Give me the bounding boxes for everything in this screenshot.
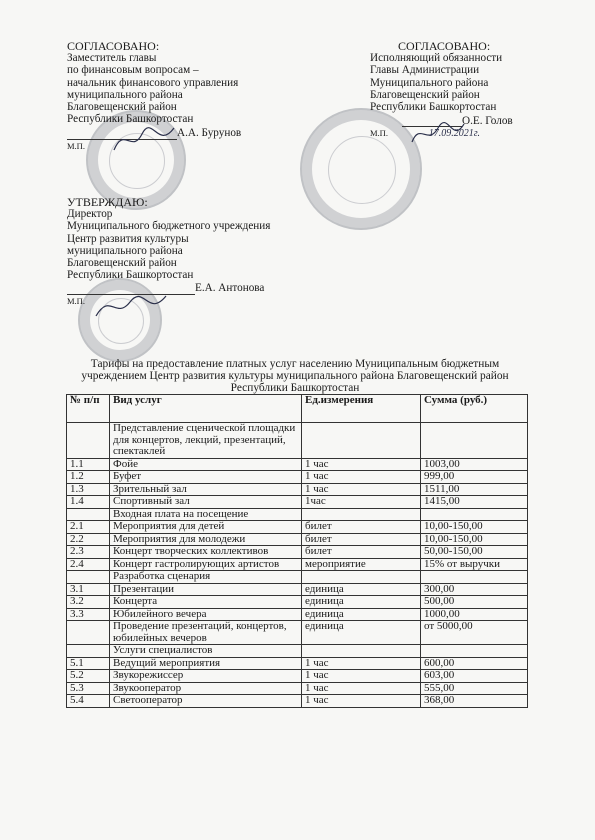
seal-label: М.П. <box>67 140 85 151</box>
cell-number: 2.2 <box>67 533 110 546</box>
cell-sum: 10,00-150,00 <box>421 521 528 534</box>
table-row <box>67 558 528 571</box>
table-row <box>67 521 528 534</box>
approval-line: Центр развития культуры <box>67 232 189 245</box>
cell-sum <box>421 423 528 459</box>
approval-line: начальник финансового управления <box>67 76 239 89</box>
approval-heading: УТВЕРЖДАЮ: <box>67 195 148 209</box>
cell-number: 5.1 <box>67 657 110 670</box>
cell-sum: 1415,00 <box>421 496 528 509</box>
approval-line: Республики Башкортостан <box>370 101 497 114</box>
cell-number: 2.3 <box>67 546 110 559</box>
cell-number: 5.3 <box>67 682 110 695</box>
approval-line: Муниципального бюджетного учреждения <box>67 220 271 233</box>
seal-label: М.П. <box>67 295 85 306</box>
approval-heading: СОГЛАСОВАНО: <box>398 39 491 53</box>
cell-number: 3.3 <box>67 608 110 621</box>
header-number: № п/п <box>67 395 110 423</box>
table-row <box>67 508 528 521</box>
cell-unit: 1час <box>302 496 421 509</box>
cell-unit: 1 час <box>302 471 421 484</box>
cell-number: 2.1 <box>67 521 110 534</box>
cell-sum: 603,00 <box>421 670 528 683</box>
cell-number: 1.2 <box>67 471 110 484</box>
cell-unit: единица <box>302 596 421 609</box>
cell-service: Концерт творческих коллективов <box>110 546 302 559</box>
cell-sum: 1000,00 <box>421 608 528 621</box>
approval-line: муниципального района <box>67 244 183 257</box>
table-row <box>67 483 528 496</box>
signature-scribble-right <box>408 118 468 150</box>
table-row <box>67 682 528 695</box>
cell-unit <box>302 423 421 459</box>
cell-number: 1.4 <box>67 496 110 509</box>
tariff-table <box>66 394 528 708</box>
table-header-row <box>67 395 528 423</box>
cell-unit: 1 час <box>302 682 421 695</box>
table-row <box>67 496 528 509</box>
cell-sum <box>421 645 528 658</box>
cell-service: Концерт гастролирующих артистов <box>110 558 302 571</box>
cell-sum: 368,00 <box>421 695 528 708</box>
cell-unit: единица <box>302 583 421 596</box>
approval-line: Директор <box>67 208 113 221</box>
cell-unit: билет <box>302 533 421 546</box>
cell-service: Юбилейного вечера <box>110 608 302 621</box>
cell-sum: от 5000,00 <box>421 621 528 645</box>
cell-sum: 300,00 <box>421 583 528 596</box>
cell-number: 3.2 <box>67 596 110 609</box>
approval-line: Муниципального района <box>370 76 489 89</box>
table-row <box>67 645 528 658</box>
cell-sum: 15% от выручки <box>421 558 528 571</box>
cell-service: Разработка сценария <box>110 571 302 584</box>
cell-service: Услуги специалистов <box>110 645 302 658</box>
cell-number <box>67 423 110 459</box>
cell-unit: 1 час <box>302 458 421 471</box>
cell-service: Спортивный зал <box>110 496 302 509</box>
cell-unit <box>302 571 421 584</box>
title-line: Тарифы на предоставление платных услуг населению Муниципальным бюджетным <box>90 358 500 370</box>
cell-number: 3.1 <box>67 583 110 596</box>
cell-number <box>67 621 110 645</box>
table-row <box>67 546 528 559</box>
approval-line: Республики Башкортостан <box>67 269 194 282</box>
cell-unit <box>302 645 421 658</box>
cell-service: Светооператор <box>110 695 302 708</box>
signatory-name: А.А. Бурунов <box>177 127 242 140</box>
table-row <box>67 583 528 596</box>
cell-sum: 50,00-150,00 <box>421 546 528 559</box>
cell-service: Мероприятия для молодежи <box>110 533 302 546</box>
cell-service: Представление сценической площадки для концертов, лекций, презентаций, спектаклей <box>110 423 302 459</box>
cell-unit: мероприятие <box>302 558 421 571</box>
approval-heading: СОГЛАСОВАНО: <box>67 39 160 53</box>
table-row <box>67 657 528 670</box>
cell-sum <box>421 571 528 584</box>
cell-service: Проведение презентаций, концертов, юбилейных вечеров <box>110 621 302 645</box>
table-body <box>67 423 528 708</box>
signature-scribble-director <box>92 290 172 324</box>
cell-sum: 1003,00 <box>421 458 528 471</box>
cell-unit: единица <box>302 621 421 645</box>
cell-unit <box>302 508 421 521</box>
document-title <box>60 358 530 395</box>
seal-label: М.П. <box>370 128 388 139</box>
cell-sum: 999,00 <box>421 471 528 484</box>
cell-unit: 1 час <box>302 695 421 708</box>
table-row <box>67 621 528 645</box>
cell-service: Звукооператор <box>110 682 302 695</box>
approval-line: Благовещенский район <box>370 88 480 101</box>
cell-number: 5.2 <box>67 670 110 683</box>
table-row <box>67 571 528 584</box>
cell-sum: 600,00 <box>421 657 528 670</box>
cell-service: Ведущий мероприятия <box>110 657 302 670</box>
signatory-name: Е.А. Антонова <box>195 282 265 295</box>
header-sum: Сумма (руб.) <box>421 395 528 423</box>
cell-service: Буфет <box>110 471 302 484</box>
title-line: учреждением Центр развития культуры муниципального района Благовещенский район <box>81 370 509 383</box>
cell-number <box>67 571 110 584</box>
cell-sum <box>421 508 528 521</box>
cell-sum: 1511,00 <box>421 483 528 496</box>
cell-number: 5.4 <box>67 695 110 708</box>
cell-service: Звукорежиссер <box>110 670 302 683</box>
cell-unit: 1 час <box>302 670 421 683</box>
cell-service: Концерта <box>110 596 302 609</box>
table-row <box>67 458 528 471</box>
cell-sum: 555,00 <box>421 682 528 695</box>
table-row <box>67 423 528 459</box>
cell-number <box>67 508 110 521</box>
cell-number: 1.3 <box>67 483 110 496</box>
cell-service: Входная плата на посещение <box>110 508 302 521</box>
approval-line: Исполняющий обязанности <box>370 52 503 65</box>
cell-number: 2.4 <box>67 558 110 571</box>
table-row <box>67 596 528 609</box>
cell-service: Презентации <box>110 583 302 596</box>
approval-line: Республики Башкортостан <box>67 113 194 126</box>
cell-unit: 1 час <box>302 657 421 670</box>
table-row <box>67 533 528 546</box>
approval-line: Благовещенский район <box>67 257 177 270</box>
cell-unit: единица <box>302 608 421 621</box>
signature-scribble-left <box>110 120 180 160</box>
cell-sum: 500,00 <box>421 596 528 609</box>
approval-line: по финансовым вопросам – <box>67 64 199 77</box>
cell-unit: билет <box>302 546 421 559</box>
table-row <box>67 471 528 484</box>
approval-line: муниципального района <box>67 88 183 101</box>
approval-line: Благовещенский район <box>67 101 177 114</box>
header-unit: Ед.измерения <box>302 395 421 423</box>
cell-service: Фойе <box>110 458 302 471</box>
approval-line: Заместитель главы <box>67 52 157 65</box>
cell-sum: 10,00-150,00 <box>421 533 528 546</box>
signatory-name: О.Е. Голов <box>462 115 513 128</box>
cell-number: 1.1 <box>67 458 110 471</box>
table-row <box>67 670 528 683</box>
title-line: Республики Башкортостан <box>230 382 360 395</box>
handwritten-date: 17.09.2021г. <box>428 128 481 140</box>
table-row <box>67 695 528 708</box>
cell-service: Мероприятия для детей <box>110 521 302 534</box>
header-service: Вид услуг <box>110 395 302 423</box>
cell-number <box>67 645 110 658</box>
cell-unit: 1 час <box>302 483 421 496</box>
table-row <box>67 608 528 621</box>
cell-service: Зрительный зал <box>110 483 302 496</box>
cell-unit: билет <box>302 521 421 534</box>
approval-line: Главы Администрации <box>370 64 480 77</box>
